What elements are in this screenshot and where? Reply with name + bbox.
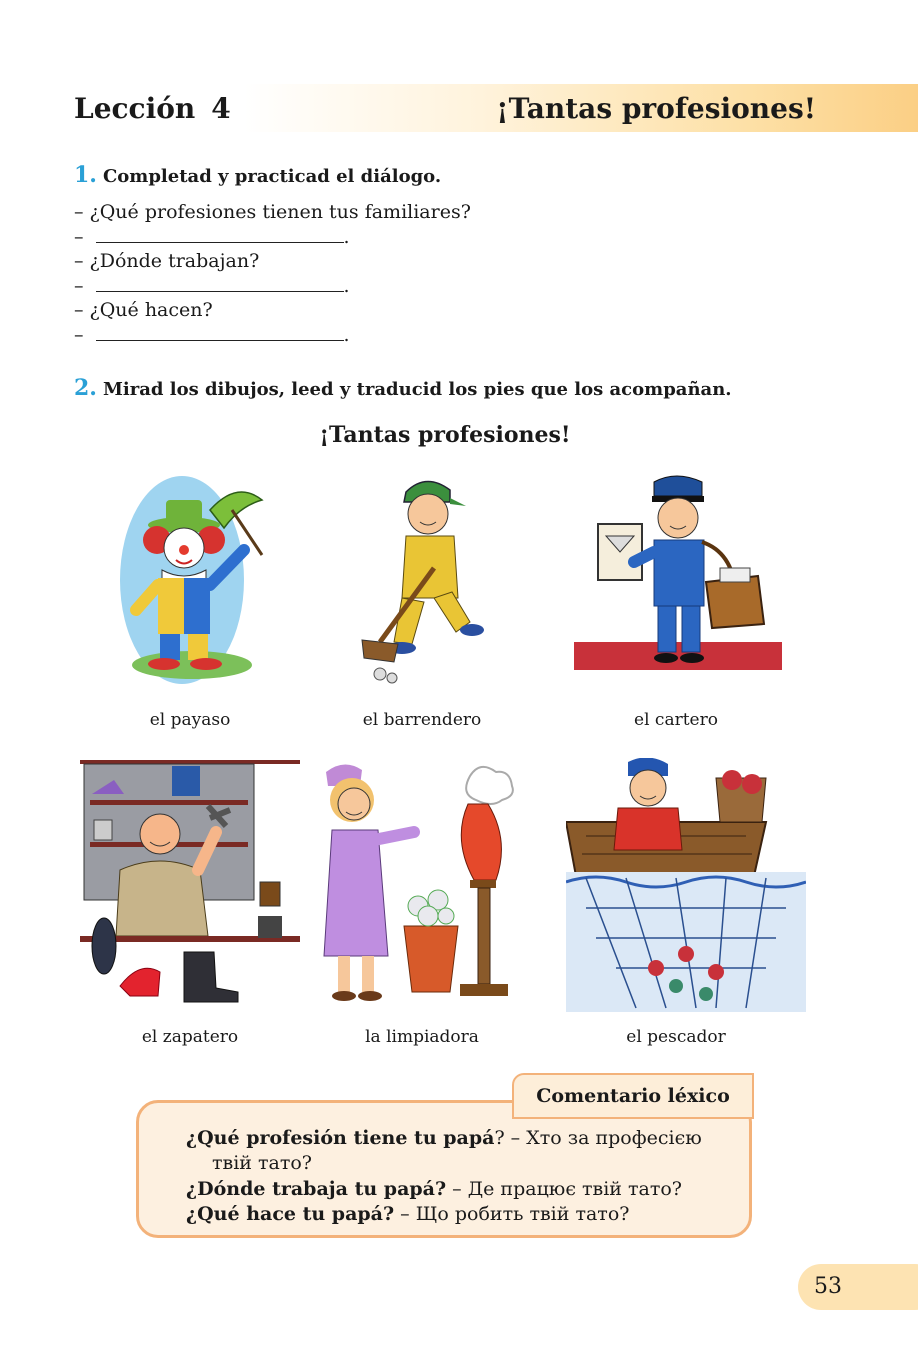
comment-tab-title: Comentario léxico	[512, 1073, 754, 1119]
lesson-number: 4	[211, 92, 231, 125]
comment-translation: – Що робить твій тато?	[394, 1203, 630, 1225]
dialogue-dash: –	[74, 274, 90, 297]
exercise-2-number: 2.	[74, 375, 97, 401]
dialogue-line-6	[74, 323, 471, 348]
comment-spanish: ¿Qué profesión tiene tu papá	[186, 1127, 495, 1149]
caption-zapatero: el zapatero	[141, 1027, 239, 1047]
dialogue-line-1	[74, 200, 471, 225]
clown-illustration	[112, 470, 272, 688]
street-sweeper-illustration	[358, 472, 488, 690]
dialogue-dash: –	[74, 323, 90, 346]
dialogue-line-2	[74, 225, 471, 250]
dialogue-line-5	[74, 298, 471, 323]
caption-payaso: el payaso	[149, 710, 231, 730]
dialogue-text: – ¿Qué hacen?	[74, 299, 213, 321]
pictures-subtitle: ¡Tantas profesiones!	[319, 422, 571, 448]
exercise-2-instruction: Mirad los dibujos, leed y traducid los pies que los acompañan.	[102, 379, 732, 400]
page-number: 53	[814, 1274, 842, 1299]
exercise-2-heading	[74, 375, 732, 401]
comment-line-2	[212, 1152, 312, 1174]
caption-pescador: el pescador	[626, 1027, 726, 1047]
comment-translation: – Де працює твій тато?	[446, 1178, 682, 1200]
exercise-1-instruction: Completad y practicad el diálogo.	[102, 166, 442, 187]
caption-limpiadora: la limpiadora	[365, 1027, 479, 1047]
caption-barrendero: el barrendero	[362, 710, 482, 730]
dialogue-line-3	[74, 249, 471, 274]
lesson-label	[74, 92, 231, 125]
blank-period: .	[343, 225, 350, 248]
lesson-word: Lección	[74, 92, 196, 125]
fisherman-illustration	[566, 758, 806, 1012]
answer-blank[interactable]	[96, 275, 344, 292]
answer-blank[interactable]	[96, 324, 344, 341]
cleaner-illustration	[320, 760, 524, 1010]
comment-line-1	[186, 1127, 702, 1149]
comment-line-4	[186, 1203, 629, 1225]
comment-line-3	[186, 1178, 682, 1200]
exercise-1-number: 1.	[74, 162, 97, 188]
blank-period: .	[343, 323, 350, 346]
caption-cartero: el cartero	[634, 710, 718, 730]
comment-translation: ? – Хто за професією	[494, 1127, 702, 1149]
dialogue-text: – ¿Qué profesiones tienen tus familiares?	[74, 201, 471, 223]
dialogue	[74, 200, 471, 347]
blank-period: .	[343, 274, 350, 297]
postman-illustration	[574, 472, 782, 682]
comment-spanish: ¿Dónde trabaja tu papá?	[186, 1178, 447, 1200]
exercise-1-heading	[74, 162, 441, 188]
lesson-title: ¡Tantas profesiones!	[496, 92, 816, 125]
shoemaker-illustration	[80, 760, 300, 1008]
dialogue-line-4	[74, 274, 471, 299]
comment-translation: твій тато?	[212, 1152, 312, 1174]
answer-blank[interactable]	[96, 226, 344, 243]
dialogue-dash: –	[74, 225, 90, 248]
comment-spanish: ¿Qué hace tu papá?	[186, 1203, 395, 1225]
dialogue-text: – ¿Dónde trabajan?	[74, 250, 260, 272]
